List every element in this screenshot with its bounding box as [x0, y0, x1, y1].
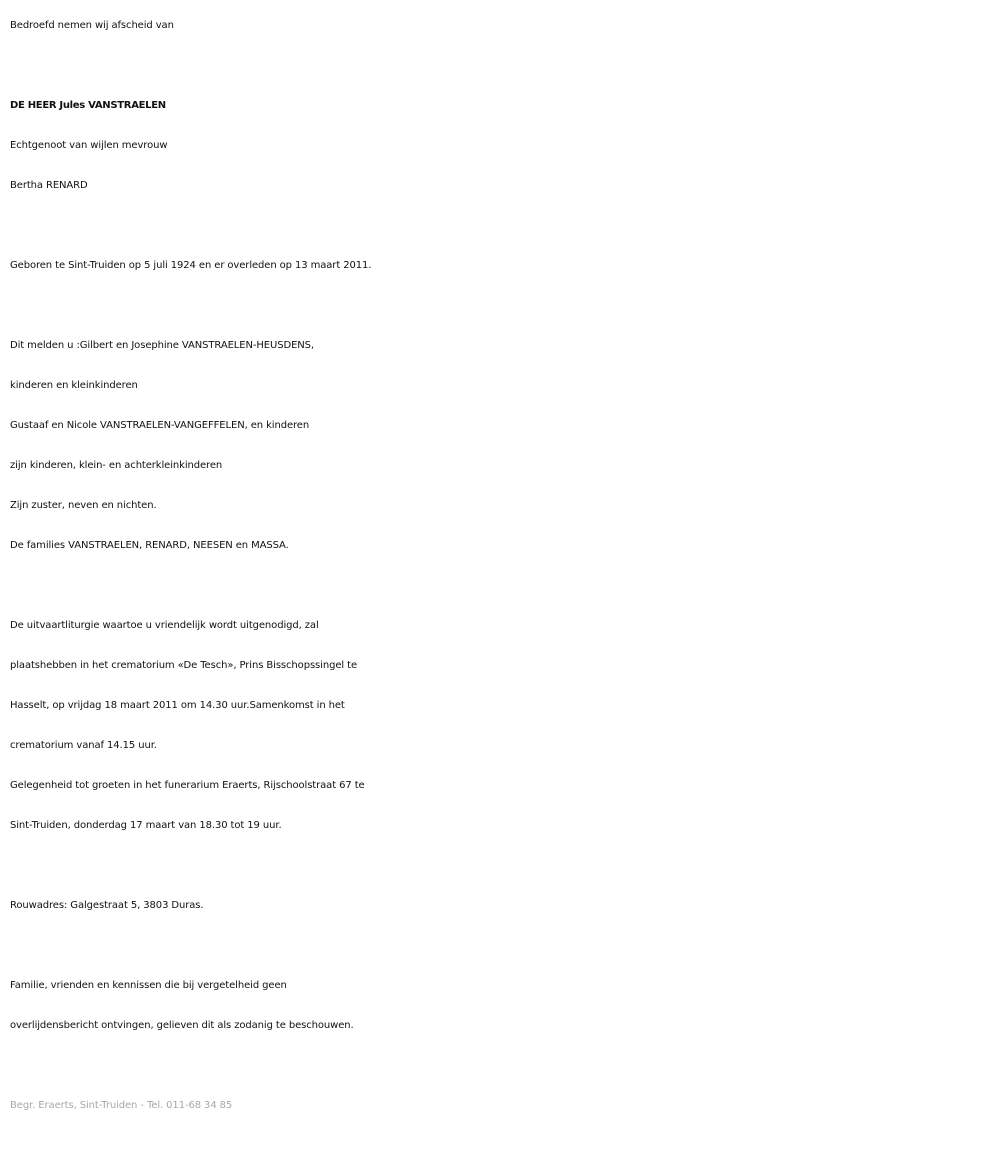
- announcer-line: De families VANSTRAELEN, RENARD, NEESEN en MASSA.: [10, 540, 289, 551]
- deceased-name: DE HEER Jules VANSTRAELEN: [10, 100, 166, 111]
- spacer: [10, 846, 990, 886]
- spacer: [10, 926, 990, 966]
- mourning-address: Rouwadres: Galgestraat 5, 3803 Duras.: [10, 900, 204, 911]
- spacer: [10, 46, 990, 86]
- notice-line: overlijdensbericht ontvingen, gelieven dit als zodanig te beschouwen.: [10, 1020, 354, 1031]
- funeral-line: crematorium vanaf 14.15 uur.: [10, 740, 157, 751]
- spacer: [10, 286, 990, 326]
- announcer-line: Gustaaf en Nicole VANSTRAELEN-VANGEFFELEN, en kinderen: [10, 420, 310, 431]
- funeral-line: Gelegenheid tot groeten in het funerarium Eraerts, Rijschoolstraat 67 te: [10, 780, 365, 791]
- spacer: [10, 566, 990, 606]
- obituary-notice: [10, 6, 990, 1126]
- intro-text: Bedroefd nemen wij afscheid van: [10, 20, 174, 31]
- funeral-line: plaatshebben in het crematorium «De Tesch», Prins Bisschopssingel te: [10, 660, 358, 671]
- announcer-line: Dit melden u :Gilbert en Josephine VANSTRAELEN-HEUSDENS,: [10, 340, 314, 351]
- announcer-line: Zijn zuster, neven en nichten.: [10, 500, 157, 511]
- funeral-home-footer: Begr. Eraerts, Sint-Truiden - Tel. 011-68 34 85: [10, 1100, 233, 1111]
- announcer-line: kinderen en kleinkinderen: [10, 380, 138, 391]
- announcer-line: zijn kinderen, klein- en achterkleinkinderen: [10, 460, 223, 471]
- spacer: [10, 1046, 990, 1086]
- birth-death-text: Geboren te Sint-Truiden op 5 juli 1924 en er overleden op 13 maart 2011.: [10, 260, 372, 271]
- funeral-line: Sint-Truiden, donderdag 17 maart van 18.30 tot 19 uur.: [10, 820, 282, 831]
- spouse-line: Echtgenoot van wijlen mevrouw: [10, 140, 168, 151]
- spacer: [10, 206, 990, 246]
- funeral-line: De uitvaartliturgie waartoe u vriendelijk wordt uitgenodigd, zal: [10, 620, 319, 631]
- spouse-name: Bertha RENARD: [10, 180, 88, 191]
- notice-line: Familie, vrienden en kennissen die bij vergetelheid geen: [10, 980, 287, 991]
- funeral-line: Hasselt, op vrijdag 18 maart 2011 om 14.30 uur.Samenkomst in het: [10, 700, 345, 711]
